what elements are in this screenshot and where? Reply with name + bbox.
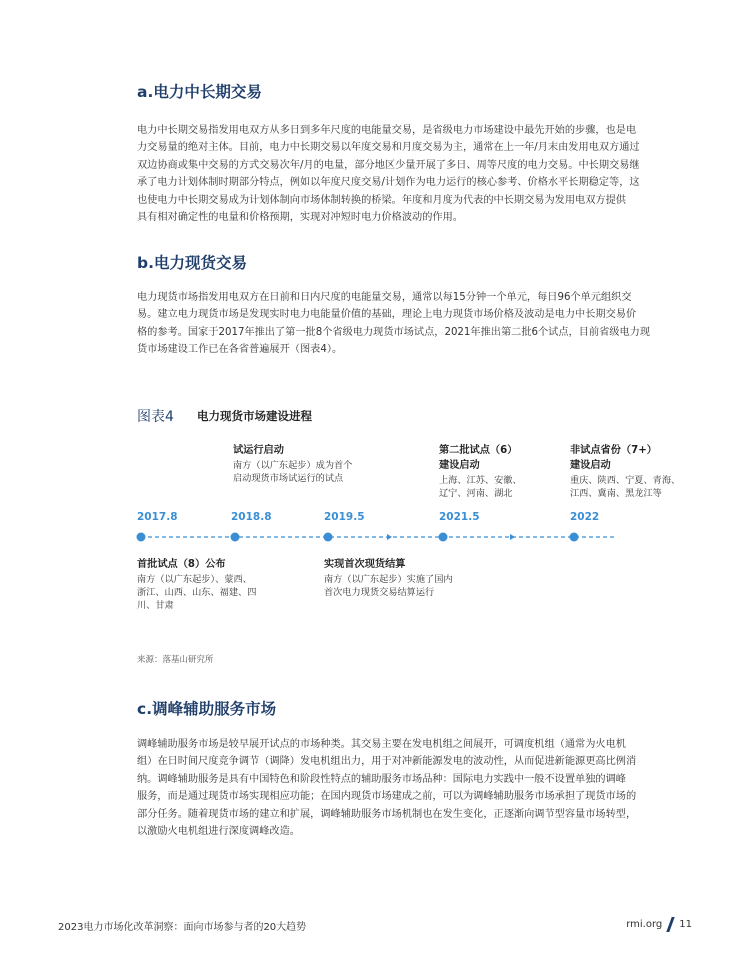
- section-c-line: 调峰辅助服务市场是较早展开试点的市场种类。其交易主要在发电机组之间展开，可调度机组（通常为火电机: [137, 739, 626, 750]
- figure-label: 图表4: [137, 409, 174, 425]
- year-label: 2019.5: [324, 511, 365, 523]
- section-a-line: 也使电力中长期交易成为计划体制向市场体制转换的桥梁。年度和月度为代表的中长期交易为发用电双方提供: [137, 194, 626, 206]
- section-b-title: b.电力现货交易: [137, 254, 247, 272]
- event-second-batch-title2: 建设启动: [439, 460, 480, 471]
- event-first-batch-text: [137, 573, 256, 613]
- event-first-batch-line: 川、甘肃: [137, 600, 174, 612]
- section-b-line: 格的参考。国家于2017年推出了第一批8个省级电力现货市场试点，2021年推出第二批6个试点，目前省级电力现: [137, 326, 651, 338]
- section-a-line: 力交易量的绝对主体。目前，电力中长期交易以年度交易和月度交易为主，通常在上一年/月末由发用电双方通过: [137, 142, 640, 154]
- event-first-settlement-line: 首次电力现货交易结算运行: [324, 587, 435, 599]
- timeline-dot: [439, 533, 448, 542]
- footer-page-info: [626, 916, 692, 932]
- figure-source: 来源：落基山研究所: [137, 655, 214, 665]
- section-c-line: 以激励火电机组进行深度调峰改造。: [137, 826, 300, 838]
- footer-report-title: 2023电力市场化改革洞察：面向市场参与者的20大趋势: [58, 922, 307, 933]
- event-non-pilot-title: 非试点省份（7+）: [570, 445, 657, 456]
- timeline-arrow: [510, 534, 515, 540]
- event-first-settlement-text: [324, 573, 453, 599]
- timeline-dot: [231, 533, 240, 542]
- section-a-title: a.电力中长期交易: [137, 83, 262, 101]
- section-c-line: 部分任务。随着现货市场的建立和扩展，调峰辅助服务市场机制也在发生变化，正逐渐向调节型容量市场转型，: [137, 808, 637, 820]
- year-label: 2017.8: [137, 511, 178, 523]
- section-b-line: 易。建立电力现货市场是发现实时电力电能量价值的基础，理论上电力现货市场价格及波动是电力中长期交易价: [137, 309, 637, 321]
- timeline-dot: [570, 533, 579, 542]
- event-trial-run-line: 南方（以广东起步）成为首个: [233, 460, 353, 471]
- event-second-batch-title: 第二批试点（6）: [439, 445, 518, 456]
- event-first-settlement-title: 实现首次现货结算: [324, 559, 406, 570]
- timeline-dot: [324, 533, 333, 542]
- event-second-batch-line: 辽宁、河南、湖北: [439, 488, 513, 500]
- section-c-line: 纳。调峰辅助服务是具有中国特色和阶段性特点的辅助服务市场品种：国际电力实践中一般不设置单独的调峰: [137, 773, 626, 785]
- section-c-line: 组）在日时间尺度竞争调节（调降）发电机组出力，用于对冲新能源发电的波动性，从而促进新能源更高比例消: [137, 756, 637, 768]
- section-c-title: c.调峰辅助服务市场: [137, 700, 277, 718]
- page-number: 11: [679, 918, 692, 930]
- section-a-line: 电力中长期交易指发用电双方从多日到多年尺度的电能量交易，是省级电力市场建设中最先开始的步骤，也是电: [137, 125, 637, 136]
- event-trial-run-title: 试运行启动: [233, 445, 284, 456]
- section-a-line: 承了电力计划体制时期部分特点，例如以年度尺度交易/计划作为电力运行的核心参考、价格水平长期稳定等，这: [137, 177, 640, 189]
- year-label: 2022: [570, 511, 600, 523]
- section-c-line: 服务，而是通过现货市场实现相应功能；在国内现货市场建成之前，可以为调峰辅助服务市场承担了现货市场的: [137, 791, 637, 803]
- slash-icon: [667, 917, 675, 932]
- event-first-batch-title: 首批试点（8）公布: [137, 559, 226, 570]
- footer-site-link[interactable]: rmi.org: [626, 918, 663, 930]
- section-c-body: [137, 736, 637, 840]
- figure-title: 电力现货市场建设进程: [197, 409, 312, 423]
- timeline-arrow: [387, 534, 392, 540]
- year-label: 2018.8: [231, 511, 272, 523]
- section-b-line: 货市场建设工作已在各省普遍展开（图表4）。: [137, 344, 343, 356]
- event-first-batch-line: 南方（以广东起步）、蒙西、: [137, 574, 252, 585]
- event-trial-run-line: 启动现货市场试运行的试点: [233, 473, 344, 485]
- section-b-line: 电力现货市场指发用电双方在日前和日内尺度的电能量交易，通常以每15分钟一个单元，每日96个单元组织交: [137, 292, 632, 303]
- event-first-batch-line: 浙江、山西、山东、福建、四: [137, 587, 257, 599]
- event-non-pilot-title2: 建设启动: [570, 460, 611, 471]
- timeline-dot: [137, 533, 146, 542]
- year-label: 2021.5: [439, 511, 480, 523]
- event-non-pilot-line: 重庆、陕西、宁夏、青海、: [570, 475, 681, 486]
- event-non-pilot-line: 江西、冀南、黑龙江等: [570, 488, 662, 500]
- event-first-settlement-line: 南方（以广东起步）实施了国内: [324, 574, 453, 585]
- section-a-line: 双边协商或集中交易的方式交易次年/月的电量，部分地区少量开展了多日、周等尺度的电力交易。中长期交易继: [137, 159, 640, 171]
- section-a-line: 具有相对确定性的电量和价格预期，实现对冲短时电力价格波动的作用。: [137, 212, 463, 224]
- event-second-batch-line: 上海、江苏、安徽、: [439, 475, 522, 486]
